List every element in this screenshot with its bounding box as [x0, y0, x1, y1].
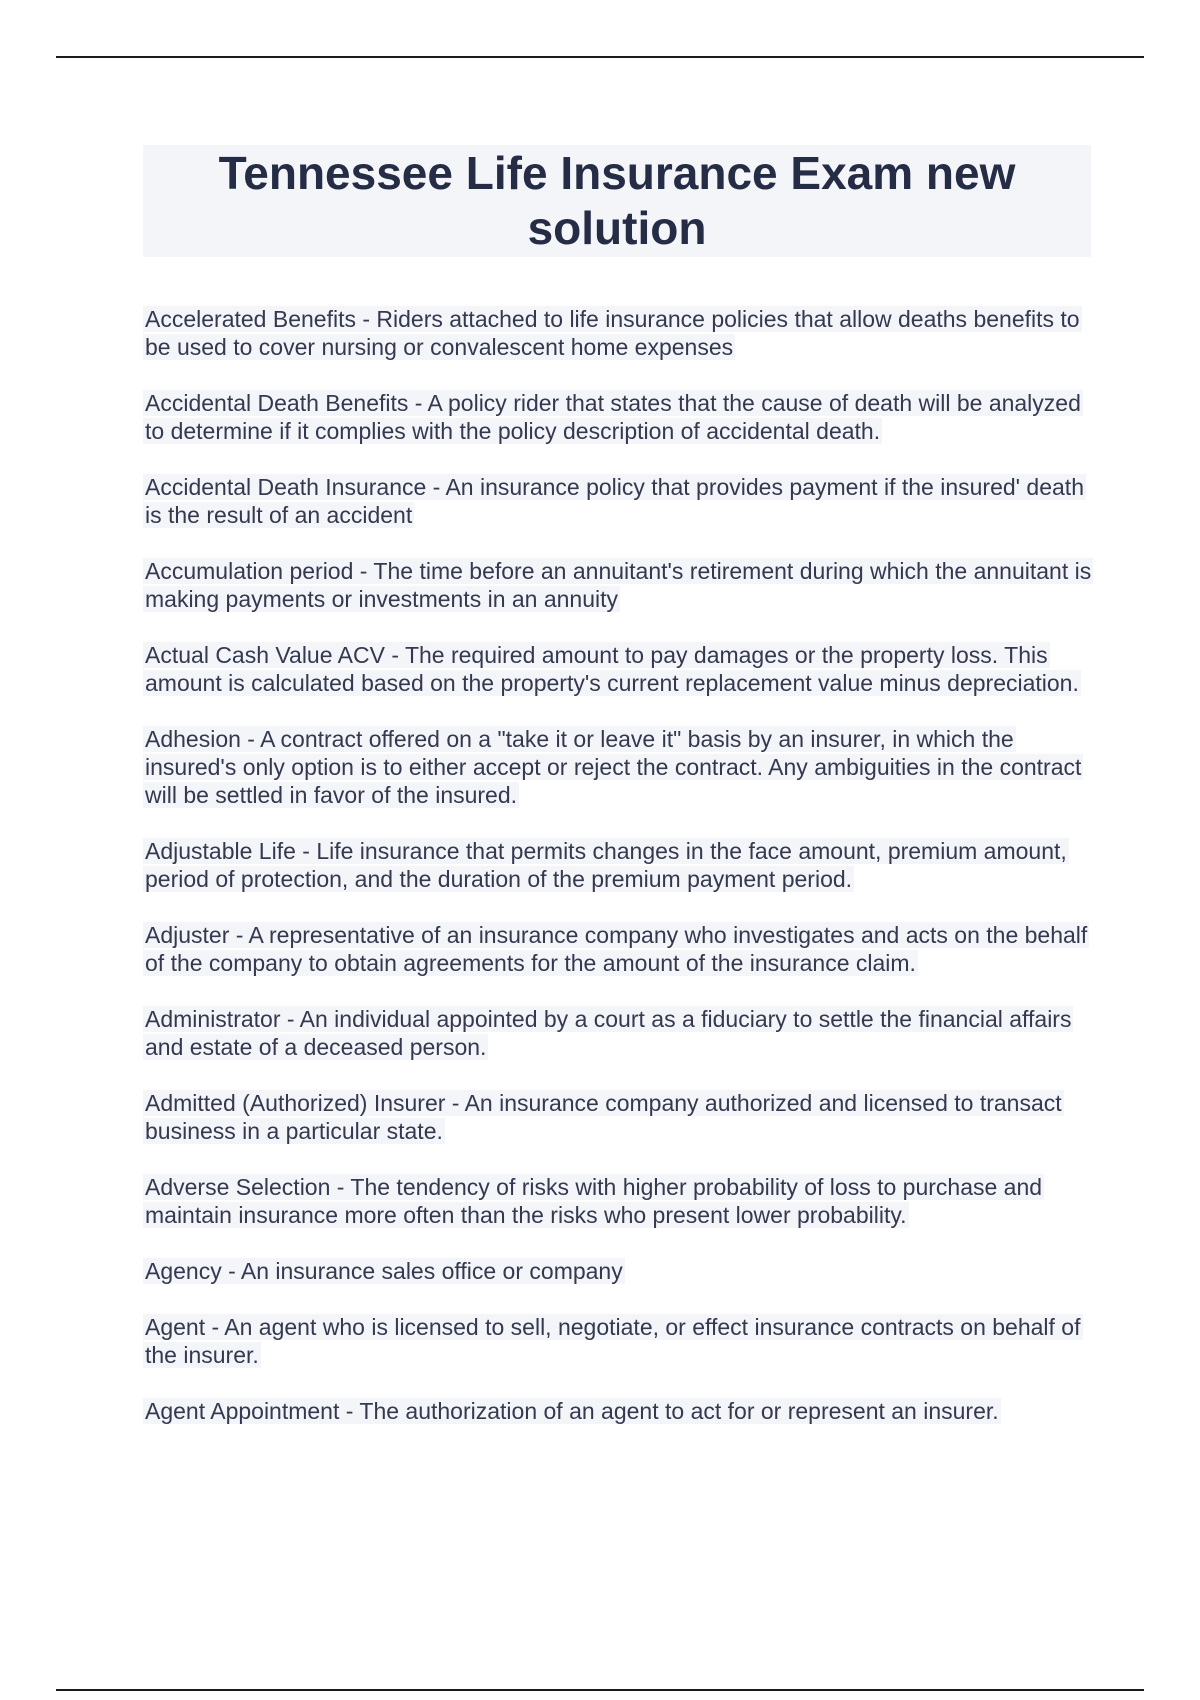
glossary-entry-text: Accelerated Benefits - Riders attached to life insurance policies that allow deaths benefits to be used to cover nursing or convalescent home expenses [145, 306, 1080, 360]
glossary-entry-text: Adjustable Life - Life insurance that permits changes in the face amount, premium amount, period of protection, and the duration of the premium payment period. [145, 838, 1067, 892]
glossary-entry-text: Agent - An agent who is licensed to sell, negotiate, or effect insurance contracts on behalf of the insurer. [145, 1314, 1081, 1368]
glossary-entry [143, 725, 1093, 809]
glossary-entry [143, 921, 1093, 977]
glossary-entry [143, 837, 1093, 893]
glossary-entry-text: Accumulation period - The time before an annuitant's retirement during which the annuitant is making payments or investments in an annuity [145, 558, 1092, 612]
glossary-entry [143, 1257, 1093, 1285]
glossary-entry-text: Agency - An insurance sales office or company [145, 1258, 623, 1284]
glossary-entry [143, 1005, 1093, 1061]
bottom-rule [56, 1689, 1144, 1691]
glossary-entry [143, 1173, 1093, 1229]
glossary-entry [143, 1313, 1093, 1369]
glossary-entry [143, 473, 1093, 529]
glossary-entry-text: Accidental Death Benefits - A policy rider that states that the cause of death will be analyzed to determine if it complies with the policy description of accidental death. [145, 390, 1081, 444]
glossary-entry [143, 557, 1093, 613]
glossary-entry [143, 1397, 1093, 1425]
glossary-entry [143, 1089, 1093, 1145]
document-title: Tennessee Life Insurance Exam new solution [218, 147, 1016, 254]
glossary-entry-text: Agent Appointment - The authorization of an agent to act for or represent an insurer. [145, 1398, 999, 1424]
glossary-entry-text: Admitted (Authorized) Insurer - An insurance company authorized and licensed to transact business in a particular state. [145, 1090, 1062, 1144]
glossary-entry [143, 389, 1093, 445]
glossary-entry [143, 641, 1093, 697]
top-rule [56, 56, 1144, 58]
title-banner [143, 145, 1091, 257]
glossary-entry [143, 305, 1093, 361]
glossary-entry-text: Adjuster - A representative of an insurance company who investigates and acts on the behalf of the company to obtain agreements for the amount of the insurance claim. [145, 922, 1088, 976]
glossary-entry-text: Adverse Selection - The tendency of risks with higher probability of loss to purchase and maintain insurance more often than the risks who present lower probability. [145, 1174, 1043, 1228]
glossary-entry-text: Accidental Death Insurance - An insurance policy that provides payment if the insured' death is the result of an accident [145, 474, 1084, 528]
glossary-entry-text: Actual Cash Value ACV - The required amount to pay damages or the property loss. This amount is calculated based on the property's current replacement value minus depreciation. [145, 642, 1079, 696]
glossary-list [143, 305, 1093, 1453]
glossary-entry-text: Adhesion - A contract offered on a "take it or leave it" basis by an insurer, in which the insured's only option is to either accept or reject the contract. Any ambiguities in the contract will be settled in favor of the insured. [145, 726, 1082, 808]
glossary-entry-text: Administrator - An individual appointed by a court as a fiduciary to settle the financial affairs and estate of a deceased person. [145, 1006, 1072, 1060]
